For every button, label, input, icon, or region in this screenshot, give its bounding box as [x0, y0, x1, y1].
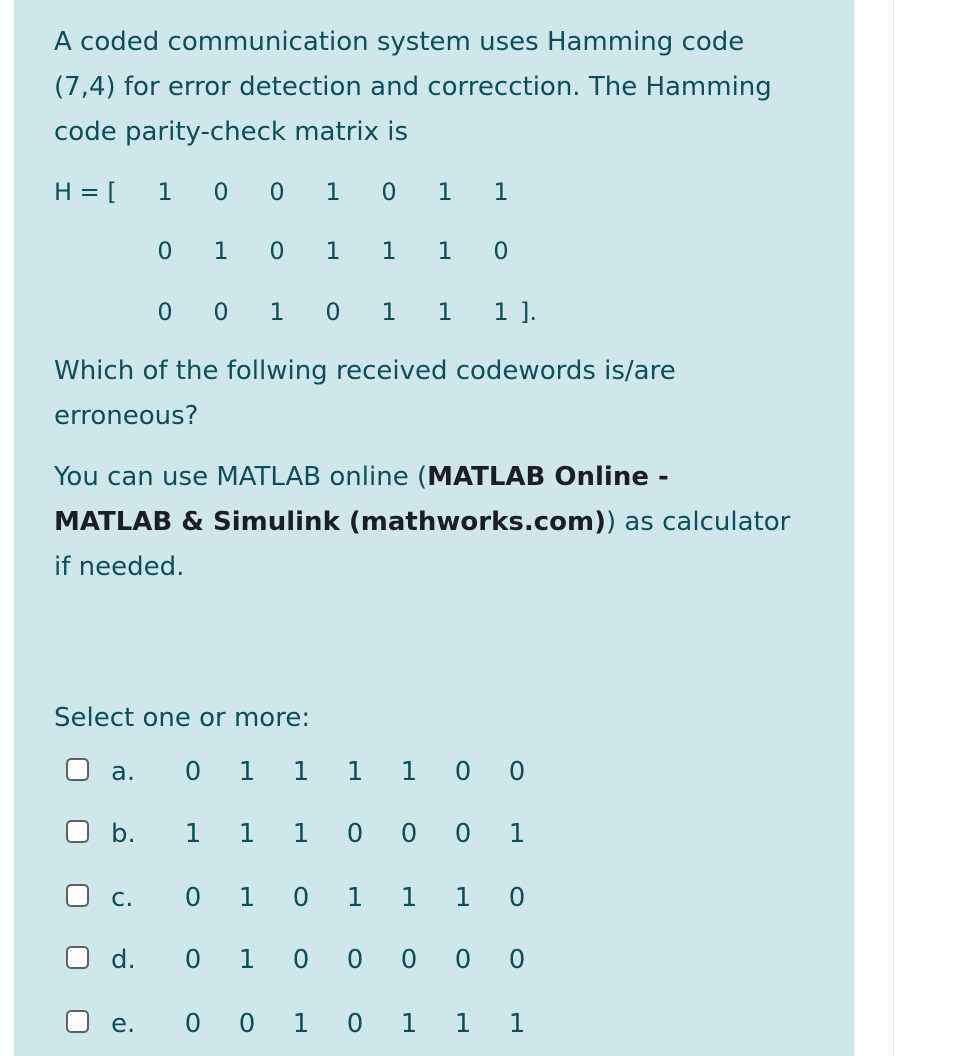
matrix-entry: 0 [213, 298, 229, 326]
option-codeword [178, 812, 558, 856]
codeword-bit: 0 [184, 945, 202, 975]
matrix-entry: 0 [213, 178, 229, 206]
matlab-note-line-2 [54, 500, 790, 545]
codeword-bit: 0 [346, 819, 364, 849]
answer-prompt: Select one or more: [54, 703, 311, 733]
matrix-entry: 1 [493, 178, 509, 206]
question-intro-line: (7,4) for error detection and correcction. The Hamming [54, 72, 772, 102]
option-codeword [178, 876, 558, 920]
matrix-entry: 0 [157, 298, 173, 326]
codeword-bit: 0 [454, 757, 472, 787]
codeword-bit: 1 [292, 1009, 310, 1039]
matlab-online-link[interactable]: MATLAB Online - [427, 462, 669, 492]
matlab-note-line-1 [54, 455, 790, 500]
matrix-entry: 1 [325, 237, 341, 265]
right-column-divider [893, 0, 894, 1056]
matlab-note-suffix: ) as calculator [605, 507, 791, 537]
codeword-bit: 1 [184, 819, 202, 849]
codeword-bit: 0 [454, 945, 472, 975]
option-codeword [178, 938, 558, 982]
matlab-note [54, 455, 790, 590]
matrix-entry: 0 [157, 237, 173, 265]
matrix-entry: 1 [437, 237, 453, 265]
option-label: d. [111, 945, 136, 975]
option-label: e. [111, 1009, 136, 1039]
codeword-bit: 0 [508, 757, 526, 787]
codeword-bit: 1 [400, 883, 418, 913]
checkbox-a[interactable] [66, 758, 89, 781]
question-ask-line: Which of the follwing received codewords is/are [54, 356, 676, 386]
question-intro-line: A coded communication system uses Hamming code [54, 27, 745, 57]
matlab-note-line-3: if needed. [54, 552, 185, 582]
answer-option-c[interactable] [65, 876, 605, 920]
codeword-bit: 1 [238, 945, 256, 975]
matrix-entry: 1 [213, 237, 229, 265]
matrix-entry: 1 [437, 298, 453, 326]
codeword-bit: 1 [292, 819, 310, 849]
matrix-entry: 1 [381, 237, 397, 265]
answer-option-d[interactable] [65, 938, 605, 982]
checkbox-e[interactable] [66, 1010, 89, 1033]
checkbox-d[interactable] [66, 946, 89, 969]
matrix-entry: 1 [325, 178, 341, 206]
codeword-bit: 0 [184, 1009, 202, 1039]
matrix-entry: 1 [157, 178, 173, 206]
question-intro [54, 20, 772, 155]
checkbox-c[interactable] [66, 884, 89, 907]
codeword-bit: 1 [346, 883, 364, 913]
matrix-entry: 0 [269, 237, 285, 265]
matrix-entry: 0 [325, 298, 341, 326]
matrix-entry: 1 [269, 298, 285, 326]
codeword-bit: 1 [454, 1009, 472, 1039]
codeword-bit: 0 [346, 1009, 364, 1039]
codeword-bit: 1 [400, 757, 418, 787]
matrix-entry: 1 [493, 298, 509, 326]
codeword-bit: 1 [454, 883, 472, 913]
matlab-note-prefix: You can use MATLAB online ( [54, 462, 428, 492]
codeword-bit: 0 [346, 945, 364, 975]
codeword-bit: 0 [400, 819, 418, 849]
codeword-bit: 0 [184, 757, 202, 787]
question-ask [54, 349, 676, 439]
codeword-bit: 0 [238, 1009, 256, 1039]
question-ask-line: erroneous? [54, 401, 199, 431]
codeword-bit: 0 [292, 945, 310, 975]
codeword-bit: 1 [400, 1009, 418, 1039]
answer-option-e[interactable] [65, 1002, 605, 1046]
matrix-label: H = [ [54, 178, 117, 206]
codeword-bit: 0 [508, 945, 526, 975]
answer-option-b[interactable] [65, 812, 605, 856]
option-label: b. [111, 819, 136, 849]
checkbox-b[interactable] [66, 820, 89, 843]
matrix-close-bracket: ]. [520, 298, 537, 326]
matlab-online-link-continued[interactable]: MATLAB & Simulink (mathworks.com) [54, 507, 606, 537]
matrix-entry: 0 [493, 237, 509, 265]
codeword-bit: 1 [508, 819, 526, 849]
codeword-bit: 1 [346, 757, 364, 787]
codeword-bit: 0 [292, 883, 310, 913]
codeword-bit: 1 [238, 757, 256, 787]
codeword-bit: 0 [400, 945, 418, 975]
codeword-bit: 0 [454, 819, 472, 849]
matrix-entry: 1 [381, 298, 397, 326]
question-panel [14, 0, 854, 1056]
codeword-bit: 1 [238, 883, 256, 913]
question-intro-line: code parity-check matrix is [54, 117, 408, 147]
matrix-entry: 1 [437, 178, 453, 206]
codeword-bit: 0 [508, 883, 526, 913]
option-codeword [178, 750, 558, 794]
codeword-bit: 0 [184, 883, 202, 913]
matrix-entry: 0 [269, 178, 285, 206]
option-label: a. [111, 757, 136, 787]
option-label: c. [111, 883, 134, 913]
option-codeword [178, 1002, 558, 1046]
codeword-bit: 1 [292, 757, 310, 787]
matrix-entry: 0 [381, 178, 397, 206]
codeword-bit: 1 [508, 1009, 526, 1039]
codeword-bit: 1 [238, 819, 256, 849]
answer-option-a[interactable] [65, 750, 605, 794]
